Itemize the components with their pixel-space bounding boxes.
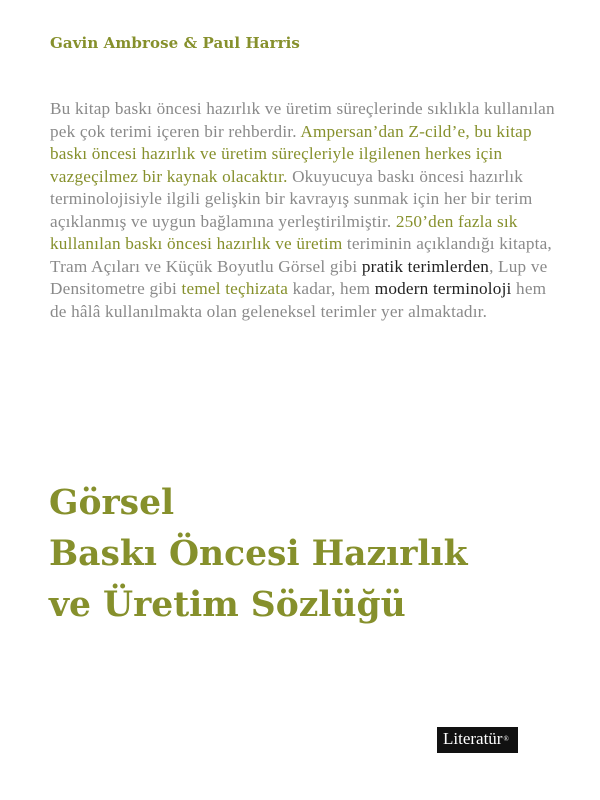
blurb-text: , Lup ve Densitometre gibi bbox=[50, 256, 548, 298]
author-names: Gavin Ambrose & Paul Harris bbox=[50, 34, 300, 52]
blurb-highlight: 250’den fazla sık kullanılan baskı öncesi hazırlık ve üretim bbox=[50, 211, 518, 253]
blurb-emphasis: pratik terimlerden bbox=[361, 256, 490, 276]
blurb-text: kadar, hem bbox=[288, 279, 375, 298]
title-line-2: Baskı Öncesi Hazırlık bbox=[49, 534, 468, 574]
title-line-3: ve Üretim Sözlüğü bbox=[49, 585, 406, 625]
blurb-highlight: Ampersan’dan Z-cild’e, bu kitap baskı öncesi hazırlık ve üretim süreçleriyle ilgilenen herkes için vazgeçilmez bir kaynak olacaktır. bbox=[50, 121, 532, 186]
blurb-text: hem de hâlâ kullanılmakta olan geleneksel terimler yer almaktadır. bbox=[50, 279, 547, 321]
title-line-1: Görsel bbox=[49, 483, 175, 523]
back-cover-blurb bbox=[50, 98, 558, 323]
blurb-emphasis: modern terminoloji bbox=[374, 279, 512, 298]
publisher-logo bbox=[437, 727, 518, 753]
blurb-text: Bu kitap baskı öncesi hazırlık ve üretim süreçlerinde sıklıkla kullanılan pek çok terimi içeren bir rehberdir. bbox=[50, 99, 555, 141]
blurb-text: Okuyucuya baskı öncesi hazırlık terminolojisiyle ilgili gelişkin bir kavrayış sunmak için her bir terim açıklanmış ve uygun bağlamına yerleştirilmiştir. bbox=[50, 166, 533, 231]
blurb-text: teriminin açıklandığı kitapta, Tram Açıları ve Küçük Boyutlu Görsel gibi bbox=[50, 234, 552, 276]
publisher-name: Literatür bbox=[443, 729, 503, 748]
book-title bbox=[49, 478, 468, 631]
registered-mark: ® bbox=[503, 735, 509, 743]
blurb-highlight: temel teçhizata bbox=[181, 279, 289, 298]
